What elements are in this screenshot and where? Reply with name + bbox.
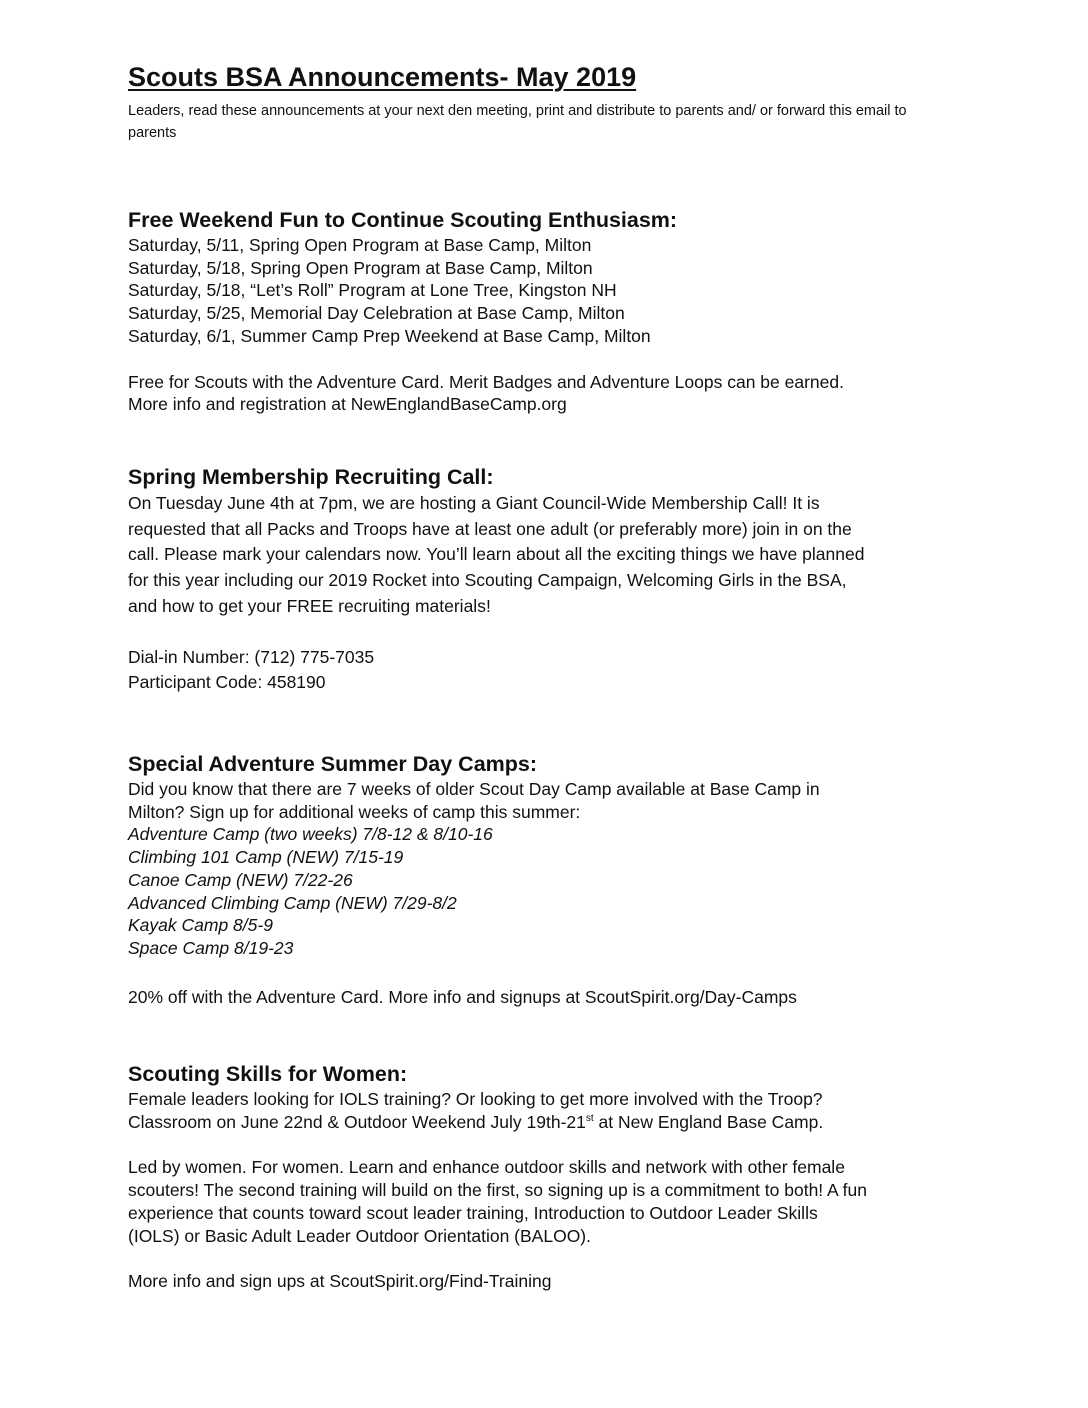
ordinal-suffix: st <box>585 1112 594 1124</box>
section-skills-for-women <box>128 1061 958 1293</box>
body-line: Led by women. For women. Learn and enhance outdoor skills and network with other female <box>128 1157 845 1178</box>
section-heading: Special Adventure Summer Day Camps: <box>128 752 538 776</box>
note-line: Free for Scouts with the Adventure Card. Merit Badges and Adventure Loops can be earned. <box>128 371 844 392</box>
camp-item: Adventure Camp (two weeks) 7/8-12 & 8/10-16 <box>128 824 493 845</box>
body-line: Female leaders looking for IOLS training? Or looking to get more involved with the Troop? <box>128 1089 823 1109</box>
intro-text: Leaders, read these announcements at your next den meeting, print and distribute to parents and/ or forward this email to parents <box>128 103 907 141</box>
event-line: Saturday, 5/18, Spring Open Program at Base Camp, Milton <box>128 257 593 278</box>
camp-item: Canoe Camp (NEW) 7/22-26 <box>128 869 353 890</box>
line-text: Classroom on June 22nd & Outdoor Weekend July 19th-21 <box>128 1111 586 1132</box>
body-line: scouters! The second training will build on the first, so signing up is a commitment to both! A fun <box>128 1180 867 1201</box>
section-day-camps <box>128 751 958 1008</box>
note-line: More info and registration at NewEnglandBaseCamp.org <box>128 394 567 415</box>
section-membership-call <box>128 464 958 696</box>
camp-item: Climbing 101 Camp (NEW) 7/15-19 <box>128 847 404 868</box>
spacer <box>128 1247 958 1270</box>
body-line: call. Please mark your calendars now. You’ll learn about all the exciting things we have planned <box>128 544 865 565</box>
body-line: On Tuesday June 4th at 7pm, we are hosting a Giant Council-Wide Membership Call! It is <box>128 493 820 513</box>
event-line: Saturday, 5/18, “Let’s Roll” Program at Lone Tree, Kingston NH <box>128 280 617 301</box>
spacer <box>128 960 958 986</box>
note-line: 20% off with the Adventure Card. More info and signups at ScoutSpirit.org/Day-Camps <box>128 986 797 1007</box>
body-line: Milton? Sign up for additional weeks of camp this summer: <box>128 801 581 822</box>
section-heading: Spring Membership Recruiting Call: <box>128 465 494 489</box>
body-line: Did you know that there are 7 weeks of older Scout Day Camp available at Base Camp in <box>128 779 820 799</box>
body-line: for this year including our 2019 Rocket into Scouting Campaign, Welcoming Girls in the BSA, <box>128 570 847 591</box>
event-line: Saturday, 5/25, Memorial Day Celebration at Base Camp, Milton <box>128 303 625 324</box>
spacer <box>128 620 958 645</box>
body-line: and how to get your FREE recruiting materials! <box>128 595 491 616</box>
spacer <box>128 348 958 371</box>
dial-in-number: Dial-in Number: (712) 775-7035 <box>128 646 375 667</box>
body-line: experience that counts toward scout leader training, Introduction to Outdoor Leader Skills <box>128 1202 818 1223</box>
body-line: (IOLS) or Basic Adult Leader Outdoor Orientation (BALOO). <box>128 1225 591 1246</box>
section-heading: Free Weekend Fun to Continue Scouting Enthusiasm: <box>128 208 678 232</box>
participant-code: Participant Code: 458190 <box>128 672 326 693</box>
section-free-weekend-fun <box>128 207 958 416</box>
event-line: Saturday, 6/1, Summer Camp Prep Weekend at Base Camp, Milton <box>128 325 651 346</box>
page-title: Scouts BSA Announcements- May 2019 <box>128 62 637 92</box>
event-line: Saturday, 5/11, Spring Open Program at Base Camp, Milton <box>128 235 592 255</box>
spacer <box>128 1133 958 1156</box>
closing-line: More info and sign ups at ScoutSpirit.org/Find-Training <box>128 1271 552 1292</box>
section-heading: Scouting Skills for Women: <box>128 1062 408 1086</box>
camp-item: Space Camp 8/19-23 <box>128 937 294 958</box>
line-text: at New England Base Camp. <box>593 1111 824 1132</box>
body-line: requested that all Packs and Troops have at least one adult (or preferably more) join in on the <box>128 518 852 539</box>
body-line <box>128 1111 958 1134</box>
camp-item: Advanced Climbing Camp (NEW) 7/29-8/2 <box>128 892 457 913</box>
camp-item: Kayak Camp 8/5-9 <box>128 915 273 936</box>
